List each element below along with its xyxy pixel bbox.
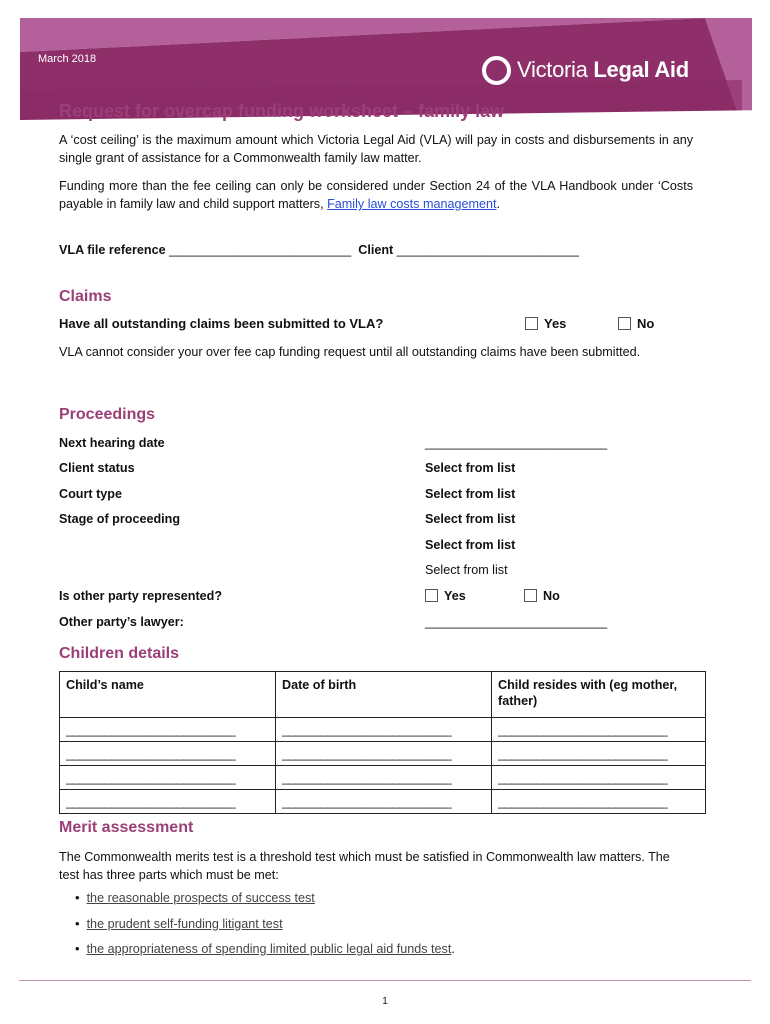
child-resides-field[interactable]: __________________________ [492,718,706,742]
children-details-heading: Children details [59,645,180,662]
column-header-child-resides-with: Child resides with (eg mother, father) [492,672,706,718]
next-hearing-label: Next hearing date [59,436,165,450]
child-name-field[interactable]: __________________________ [60,742,276,766]
claims-no-option[interactable]: No [618,316,654,331]
prudent-self-funding-link[interactable]: the prudent self-funding litigant test [86,916,283,931]
next-hearing-field[interactable]: __________________________ [425,436,608,450]
other-party-no-option[interactable]: No [524,589,560,603]
other-party-lawyer-field[interactable]: __________________________ [425,615,608,629]
intro-paragraph-2: Funding more than the fee ceiling can only be considered under Section 24 of the VLA Handbook under ‘Costs payable in family law and child support matters, Family law costs management. [59,179,693,211]
child-name-field[interactable]: __________________________ [60,766,276,790]
client-label: Client [358,243,394,257]
column-header-date-of-birth: Date of birth [276,672,492,718]
children-table [59,671,706,814]
appropriateness-link[interactable]: the appropriateness of spending limited public legal aid funds test [86,942,452,956]
other-party-lawyer-label: Other party’s lawyer: [59,615,184,629]
client-field[interactable]: __________________________ [396,243,579,257]
document-date: March 2018 [38,53,97,65]
date-of-birth-field[interactable]: __________________________ [276,718,492,742]
claims-question: Have all outstanding claims been submitted to VLA? [59,316,384,331]
checkbox-icon[interactable] [425,589,438,602]
stage-extra-select-1[interactable]: Select from list [425,538,516,552]
checkbox-icon[interactable] [524,589,537,602]
family-law-costs-link[interactable]: Family law costs management [327,197,497,211]
claims-yes-option[interactable]: Yes [525,316,566,331]
client-status-select[interactable]: Select from list [425,461,516,475]
list-item: • the appropriateness of spending limited public legal aid funds test. [75,941,455,967]
date-of-birth-field[interactable]: __________________________ [276,766,492,790]
other-party-represented-label: Is other party represented? [59,589,223,603]
page-number: 1 [382,996,388,1007]
proceedings-heading: Proceedings [59,406,156,423]
stage-of-proceeding-label: Stage of proceeding [59,512,181,526]
footer-divider [19,980,751,981]
child-resides-field[interactable]: __________________________ [492,742,706,766]
vla-file-reference-label: VLA file reference [59,243,166,257]
merit-assessment-heading: Merit assessment [59,819,194,836]
merit-paragraph: The Commonwealth merits test is a threshold test which must be satisfied in Commonwealth law matters. The test has three parts which must be met: [59,850,670,882]
table-row [60,742,706,766]
logo-ring-icon [482,56,511,85]
table-row [60,718,706,742]
checkbox-icon[interactable] [525,317,538,330]
merit-test-list [75,890,455,967]
claims-heading: Claims [59,288,112,305]
intro-paragraph-1: A ‘cost ceiling’ is the maximum amount which Victoria Legal Aid (VLA) will pay in costs and disbursements in any single grant of assistance for a Commonwealth family law matter. [59,133,693,165]
list-item [75,890,455,916]
reasonable-prospects-link[interactable]: the reasonable prospects of success test [86,891,315,905]
court-type-label: Court type [59,487,122,501]
child-resides-field[interactable]: __________________________ [492,790,706,814]
stage-of-proceeding-select[interactable]: Select from list [425,512,516,526]
other-party-yes-option[interactable]: Yes [425,589,466,603]
list-item [75,916,455,942]
court-type-select[interactable]: Select from list [425,487,516,501]
child-resides-field[interactable]: __________________________ [492,766,706,790]
client-status-label: Client status [59,461,135,475]
vla-file-reference-field[interactable]: __________________________ [169,243,352,257]
date-of-birth-field[interactable]: __________________________ [276,790,492,814]
table-header-row [60,672,706,718]
reference-line [59,243,579,257]
child-name-field[interactable]: __________________________ [60,718,276,742]
table-row [60,790,706,814]
page-title: Request for overcap funding worksheet – family law [59,101,505,121]
table-row [60,766,706,790]
column-header-child-name: Child’s name [60,672,276,718]
child-name-field[interactable]: __________________________ [60,790,276,814]
vla-logo: Victoria Legal Aid [482,52,689,88]
stage-extra-select-2[interactable]: Select from list [425,563,508,577]
checkbox-icon[interactable] [618,317,631,330]
date-of-birth-field[interactable]: __________________________ [276,742,492,766]
claims-note: VLA cannot consider your over fee cap funding request until all outstanding claims have been submitted. [59,345,641,359]
